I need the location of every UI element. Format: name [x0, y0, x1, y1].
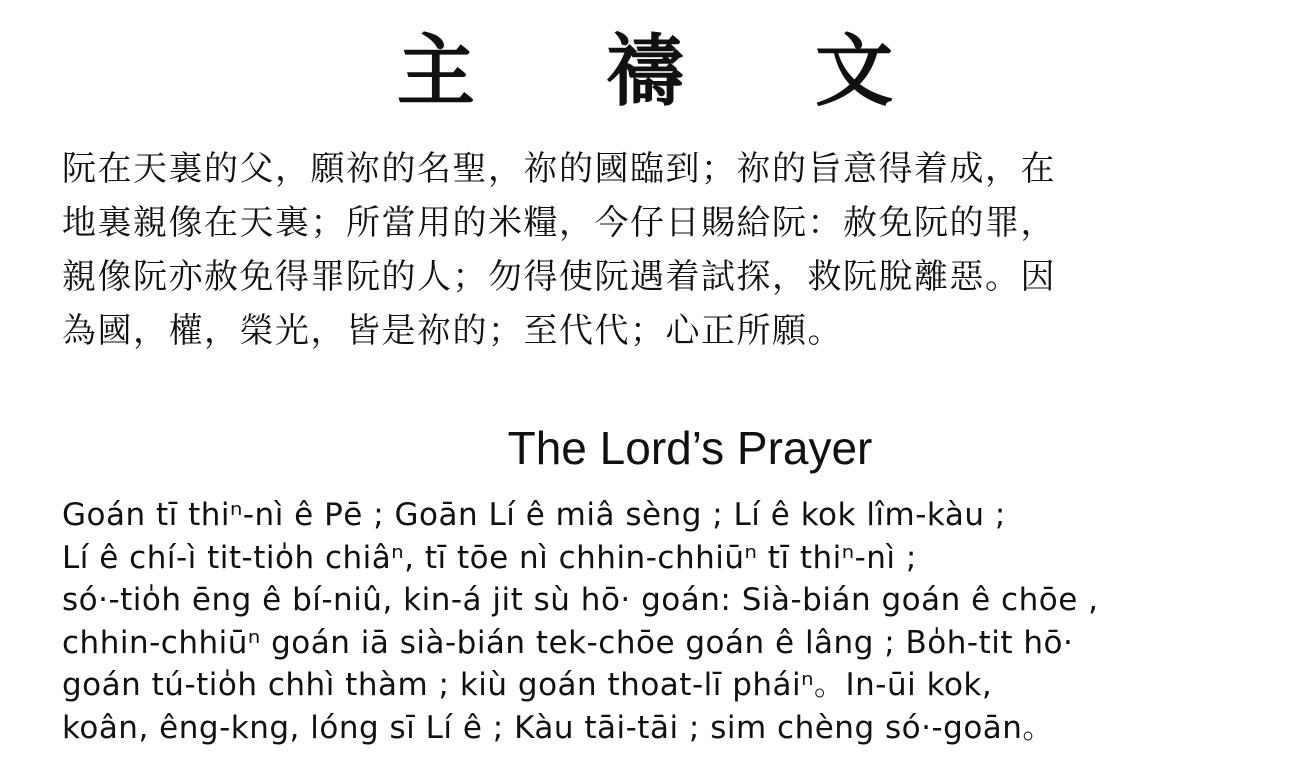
chinese-line: 親像阮亦赦免得罪阮的人；勿得使阮遇着試探，救阮脫離惡。因	[62, 257, 1056, 297]
english-title: The Lord’s Prayer	[507, 422, 873, 474]
chinese-line: 為國，權，榮光，皆是祢的；至代代；心正所願。	[62, 311, 843, 351]
chinese-title: 主 禱 文	[396, 26, 946, 117]
chinese-prayer-text	[62, 142, 1252, 358]
romanized-line: Goán tī thiⁿ-nì ê Pē ; Goān Lí ê miâ sèng ; Lí ê kok lîm-kàu ;	[62, 497, 1006, 533]
romanized-line: chhin-chhiūⁿ goán iā sià-bián tek-chōe goán ê lâng ; Bo̍h-tit hō·	[62, 624, 1074, 661]
chinese-line: 地裏親像在天裏；所當用的米糧，今仔日賜給阮：赦免阮的罪，	[62, 203, 1056, 243]
romanized-prayer-text	[62, 494, 1262, 749]
romanized-line: koân, êng-kng, lóng sī Lí ê ; Kàu tāi-tāi ; sim chèng só·-goān。	[62, 709, 1054, 746]
chinese-line: 阮在天裏的父，願祢的名聖，祢的國臨到；祢的旨意得着成，在	[62, 149, 1056, 189]
romanized-line: só·-tio̍h ēng ê bí-niû, kin-á jit sù hō· goán: Sià-bián goán ê chōe ,	[62, 582, 1099, 618]
romanized-line: Lí ê chí-ì tit-tio̍h chiâⁿ, tī tōe nì chhin-chhiūⁿ tī thiⁿ-nì ;	[62, 539, 917, 576]
romanized-line: goán tú-tio̍h chhì thàm ; kiù goán thoat-lī pháiⁿ。In-ūi kok,	[62, 667, 993, 703]
